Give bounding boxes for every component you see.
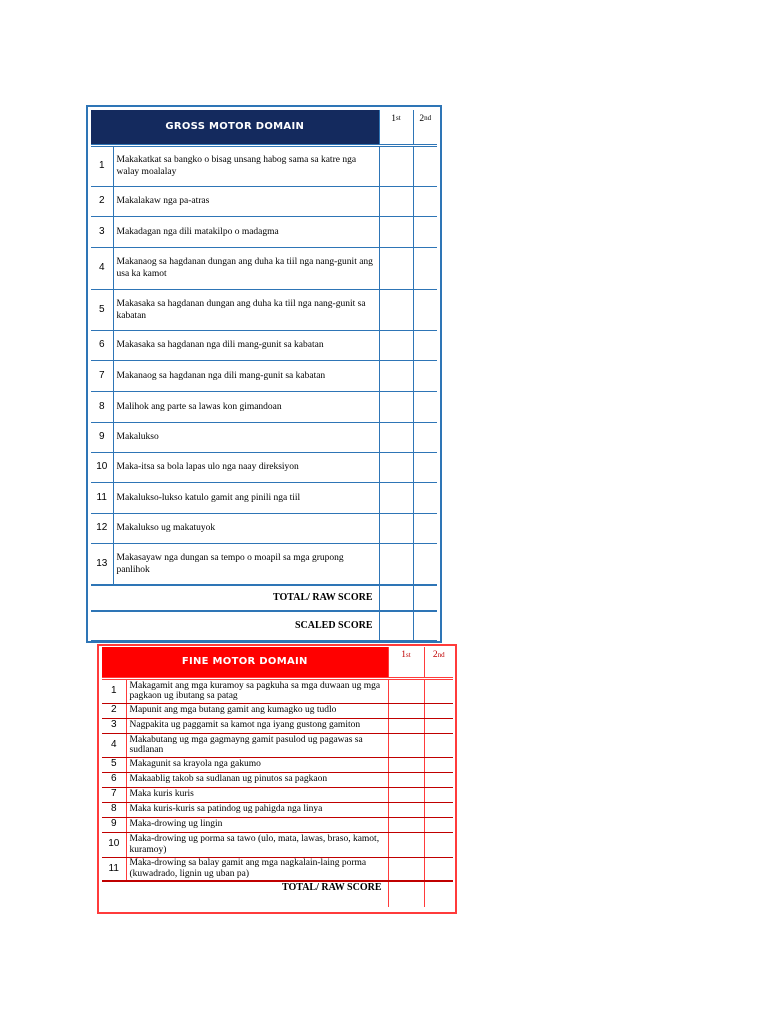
- gross-col-1st-sup: st: [396, 114, 401, 122]
- score-cell-2nd[interactable]: [413, 513, 437, 543]
- scaled-row: [91, 611, 437, 640]
- total-raw-score-label: TOTAL/ RAW SCORE: [102, 881, 388, 907]
- item-text: Makanaog sa hagdanan nga dili mang-gunit sa kabatan: [113, 360, 379, 391]
- score-cell-1st[interactable]: [379, 330, 413, 360]
- item-text: Makalukso-lukso katulo gamit ang pinili nga tiil: [113, 482, 379, 513]
- item-text: Makagunit sa krayola nga gakumo: [126, 757, 388, 772]
- table-row: [102, 733, 453, 757]
- gross-motor-section: [86, 105, 442, 643]
- score-cell-1st[interactable]: [388, 857, 424, 881]
- table-row: [102, 718, 453, 733]
- item-text: Makasaka sa hagdanan dungan ang duha ka tiil nga nang-gunit sa kabatan: [113, 289, 379, 330]
- score-cell-1st[interactable]: [379, 247, 413, 289]
- score-cell-2nd[interactable]: [413, 452, 437, 482]
- gross-col-1st-num: 1: [391, 114, 397, 124]
- item-text: Nagpakita ug paggamit sa kamot nga iyang gustong gamiton: [126, 718, 388, 733]
- gross-motor-title: GROSS MOTOR DOMAIN: [91, 110, 379, 145]
- table-row: [91, 216, 437, 247]
- score-cell-2nd[interactable]: [424, 832, 453, 857]
- item-number: 2: [91, 186, 113, 216]
- score-cell-1st[interactable]: [379, 391, 413, 422]
- table-row: [91, 247, 437, 289]
- item-text: Maka-drowing ug porma sa tawo (ulo, mata, lawas, braso, kamot, kuramoy): [126, 832, 388, 857]
- item-number: 6: [91, 330, 113, 360]
- scaled-cell-2nd[interactable]: [413, 611, 437, 640]
- item-number: 8: [91, 391, 113, 422]
- score-cell-2nd[interactable]: [413, 422, 437, 452]
- item-text: Maka kuris-kuris sa patindog ug pahigda nga linya: [126, 802, 388, 817]
- fine-col-1st: [388, 647, 424, 678]
- table-row: [102, 802, 453, 817]
- fine-motor-title: FINE MOTOR DOMAIN: [102, 647, 388, 678]
- item-text: Makadagan nga dili matakilpo o madagma: [113, 216, 379, 247]
- fine-motor-table: [102, 647, 453, 907]
- table-row: [91, 289, 437, 330]
- item-number: 13: [91, 543, 113, 585]
- total-cell-2nd[interactable]: [413, 585, 437, 611]
- score-cell-2nd[interactable]: [424, 703, 453, 718]
- total-cell-1st[interactable]: [379, 585, 413, 611]
- score-cell-1st[interactable]: [379, 482, 413, 513]
- item-text: Makakatkat sa bangko o bisag unsang habog sama sa katre nga walay moalalay: [113, 145, 379, 186]
- item-text: Makagamit ang mga kuramoy sa pagkuha sa mga duwaan ug mga pagkaon ug ibutang sa patag: [126, 678, 388, 703]
- item-number: 5: [91, 289, 113, 330]
- score-cell-1st[interactable]: [379, 145, 413, 186]
- item-number: 11: [91, 482, 113, 513]
- item-number: 9: [91, 422, 113, 452]
- score-cell-2nd[interactable]: [424, 757, 453, 772]
- score-cell-1st[interactable]: [388, 733, 424, 757]
- table-row: [91, 543, 437, 585]
- gross-motor-table: [91, 110, 437, 641]
- item-text: Makalukso: [113, 422, 379, 452]
- score-cell-1st[interactable]: [379, 543, 413, 585]
- total-row: [102, 881, 453, 907]
- item-number: 10: [102, 832, 126, 857]
- table-row: [102, 703, 453, 718]
- item-number: 2: [102, 703, 126, 718]
- score-cell-1st[interactable]: [379, 216, 413, 247]
- score-cell-2nd[interactable]: [413, 482, 437, 513]
- score-cell-2nd[interactable]: [413, 391, 437, 422]
- item-text: Makaablig takob sa sudlanan ug pinutos sa pagkaon: [126, 772, 388, 787]
- fine-motor-section: [97, 644, 457, 914]
- item-number: 11: [102, 857, 126, 881]
- scaled-score-label: SCALED SCORE: [91, 611, 379, 640]
- gross-col-1st: [379, 110, 413, 145]
- item-text: Makanaog sa hagdanan dungan ang duha ka tiil nga nang-gunit ang usa ka kamot: [113, 247, 379, 289]
- item-text: Malihok ang parte sa lawas kon gimandoan: [113, 391, 379, 422]
- table-row: [91, 330, 437, 360]
- item-text: Makalakaw nga pa-atras: [113, 186, 379, 216]
- item-text: Makalukso ug makatuyok: [113, 513, 379, 543]
- item-text: Makasayaw nga dungan sa tempo o moapil sa mga grupong panlihok: [113, 543, 379, 585]
- score-cell-1st[interactable]: [379, 289, 413, 330]
- gross-col-2nd-num: 2: [419, 114, 425, 124]
- total-cell-2nd[interactable]: [424, 881, 453, 907]
- gross-col-2nd-sup: nd: [424, 114, 432, 122]
- score-cell-2nd[interactable]: [413, 145, 437, 186]
- fine-col-1st-num: 1: [401, 650, 407, 660]
- table-row: [102, 757, 453, 772]
- item-text: Mapunit ang mga butang gamit ang kumagko ug tudlo: [126, 703, 388, 718]
- item-number: 1: [91, 145, 113, 186]
- score-cell-2nd[interactable]: [424, 857, 453, 881]
- scaled-cell-1st[interactable]: [379, 611, 413, 640]
- table-row: [102, 772, 453, 787]
- item-number: 5: [102, 757, 126, 772]
- score-cell-2nd[interactable]: [424, 802, 453, 817]
- score-cell-2nd[interactable]: [424, 817, 453, 832]
- item-number: 1: [102, 678, 126, 703]
- fine-col-2nd-sup: nd: [437, 651, 445, 659]
- table-row: [102, 832, 453, 857]
- score-cell-1st[interactable]: [379, 422, 413, 452]
- total-cell-1st[interactable]: [388, 881, 424, 907]
- score-cell-1st[interactable]: [388, 678, 424, 703]
- score-cell-2nd[interactable]: [413, 543, 437, 585]
- score-cell-1st[interactable]: [379, 513, 413, 543]
- score-cell-2nd[interactable]: [424, 787, 453, 802]
- score-cell-1st[interactable]: [388, 718, 424, 733]
- table-row: [91, 186, 437, 216]
- item-text: Makasaka sa hagdanan nga dili mang-gunit sa kabatan: [113, 330, 379, 360]
- table-row: [91, 391, 437, 422]
- table-row: [102, 787, 453, 802]
- table-row: [102, 857, 453, 881]
- item-text: Maka-drowing sa balay gamit ang mga nagkalain-laing porma (kuwadrado, lignin ug uban pa): [126, 857, 388, 881]
- item-number: 4: [102, 733, 126, 757]
- score-cell-2nd[interactable]: [413, 289, 437, 330]
- score-cell-1st[interactable]: [388, 703, 424, 718]
- table-row: [91, 482, 437, 513]
- score-cell-2nd[interactable]: [424, 772, 453, 787]
- item-text: Makabutang ug mga gagmayng gamit pasulod ug pagawas sa sudlanan: [126, 733, 388, 757]
- score-cell-2nd[interactable]: [413, 330, 437, 360]
- item-number: 4: [91, 247, 113, 289]
- gross-col-2nd: [413, 110, 437, 145]
- score-cell-2nd[interactable]: [413, 247, 437, 289]
- score-cell-1st[interactable]: [388, 832, 424, 857]
- score-cell-1st[interactable]: [388, 817, 424, 832]
- total-raw-score-label: TOTAL/ RAW SCORE: [91, 585, 379, 611]
- item-number: 8: [102, 802, 126, 817]
- table-row: [91, 452, 437, 482]
- score-cell-2nd[interactable]: [413, 186, 437, 216]
- score-cell-1st[interactable]: [388, 772, 424, 787]
- item-number: 7: [102, 787, 126, 802]
- table-row: [91, 513, 437, 543]
- fine-col-2nd: [424, 647, 453, 678]
- score-cell-1st[interactable]: [388, 757, 424, 772]
- table-row: [102, 678, 453, 703]
- score-cell-2nd[interactable]: [413, 360, 437, 391]
- table-row: [91, 360, 437, 391]
- item-number: 9: [102, 817, 126, 832]
- score-cell-2nd[interactable]: [424, 678, 453, 703]
- fine-col-2nd-num: 2: [432, 650, 438, 660]
- item-text: Maka kuris kuris: [126, 787, 388, 802]
- score-cell-2nd[interactable]: [413, 216, 437, 247]
- score-cell-1st[interactable]: [388, 802, 424, 817]
- table-row: [102, 817, 453, 832]
- item-text: Maka-drowing ug lingin: [126, 817, 388, 832]
- table-row: [91, 422, 437, 452]
- score-cell-1st[interactable]: [388, 787, 424, 802]
- score-cell-1st[interactable]: [379, 452, 413, 482]
- item-number: 3: [102, 718, 126, 733]
- total-row: [91, 585, 437, 611]
- score-cell-2nd[interactable]: [424, 733, 453, 757]
- score-cell-2nd[interactable]: [424, 718, 453, 733]
- item-number: 6: [102, 772, 126, 787]
- score-cell-1st[interactable]: [379, 186, 413, 216]
- fine-col-1st-sup: st: [406, 651, 411, 659]
- item-number: 10: [91, 452, 113, 482]
- table-row: [91, 145, 437, 186]
- score-cell-1st[interactable]: [379, 360, 413, 391]
- item-number: 12: [91, 513, 113, 543]
- item-text: Maka-itsa sa bola lapas ulo nga naay direksiyon: [113, 452, 379, 482]
- item-number: 7: [91, 360, 113, 391]
- item-number: 3: [91, 216, 113, 247]
